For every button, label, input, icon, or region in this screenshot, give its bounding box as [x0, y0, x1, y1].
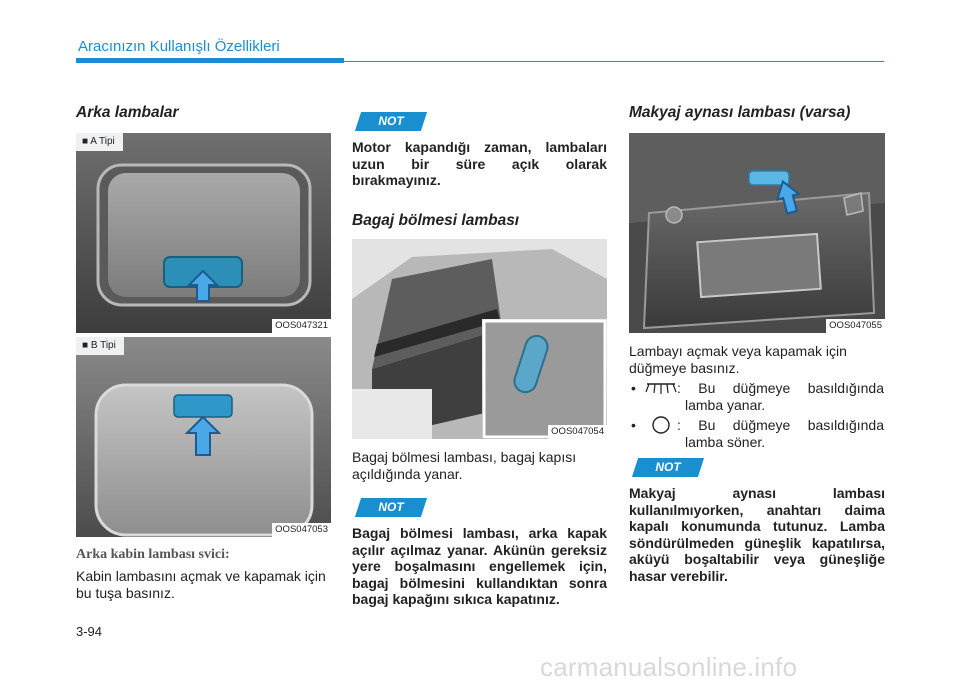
note-text-1: Motor kapandığı zaman, lambaları uzun bir süre açık olarak bırakmayınız. [352, 139, 607, 188]
section-title: Aracınızın Kullanışlı Özellikleri [78, 38, 280, 55]
note-text-2: Bagaj bölmesi lambası, arka kapak açılır açılmaz yanar. Akünün gereksiz yere boşalmasını engellemek için, bagaj bölmesini kullandıktan sonra bagaj kapağını sıkıca kapatınız. [352, 525, 607, 607]
lamp-off-icon [643, 415, 679, 435]
photo-code-vanity: OOS047055 [826, 319, 885, 333]
heading-switch: Arka kabin lambası svici: [76, 547, 230, 562]
photo-vanity-lamp [629, 133, 885, 333]
header-line [344, 61, 884, 62]
photo-code-b: OOS047053 [272, 523, 331, 537]
text-switch: Kabin lambasını açmak ve kapamak için bu tuşa basınız. [76, 568, 326, 601]
photo-tag-b: ■ B Tipi [76, 337, 124, 355]
heading-trunk-lamp: Bagaj bölmesi lambası [352, 212, 520, 229]
note-badge-1: NOT [355, 112, 427, 131]
photo-tag-a: ■ A Tipi [76, 133, 123, 151]
lamp-on-icon [643, 380, 679, 396]
heading-rear-lamps: Arka lambalar [76, 104, 179, 121]
photo-rear-lamp-type-b [76, 337, 331, 537]
text-vanity-lamp: Lambayı açmak veya kapamak için düğmeye basınız. [629, 343, 847, 376]
note-text-3: Makyaj aynası lambası kullanılmıyorken, anahtarı daima kapalı konumunda tutunuz. Lamba söndürülmeden güneşlik kapatılırsa, aküyü boşaltabilir veya güneşliğe hasar verebilir. [629, 485, 885, 584]
note-badge-2: NOT [355, 498, 427, 517]
heading-vanity-lamp: Makyaj aynası lambası (varsa) [629, 104, 851, 121]
photo-code-a: OOS047321 [272, 319, 331, 333]
photo-trunk-lamp [352, 239, 607, 439]
header-bar [76, 58, 344, 63]
photo-code-trunk: OOS047054 [548, 425, 607, 439]
watermark: carmanualsonline.info [540, 652, 798, 682]
page-number: 3-94 [76, 624, 103, 639]
photo-rear-lamp-type-a [76, 133, 331, 333]
text-trunk-lamp: Bagaj bölmesi lambası, bagaj kapısı açıldığında yanar. [352, 449, 577, 482]
note-badge-3: NOT [632, 458, 704, 477]
